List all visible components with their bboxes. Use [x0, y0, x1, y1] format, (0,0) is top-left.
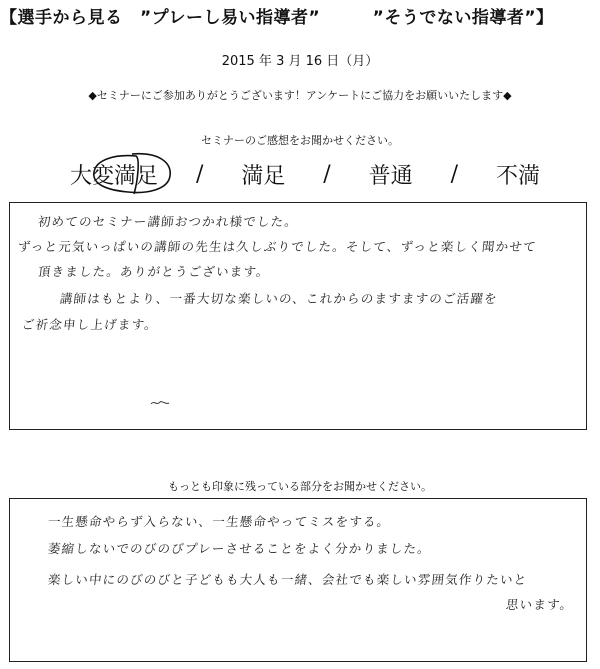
answer2-line: 萎縮しないでのびのびプレーさせることをよく分かりました。: [47, 541, 432, 556]
answer1-line: 頂きました。ありがとうございます。: [37, 264, 271, 279]
thanks-message: ◆セミナーにご参加ありがとうございます！アンケートにご協力をお願いいたします◆: [88, 89, 512, 102]
rating-normal[interactable]: 普通: [368, 164, 413, 189]
answer2-line: 一生懸命やらず入らない、一生懸命やってミスをする。: [47, 514, 392, 529]
rating-separator: /: [195, 162, 204, 187]
stray-mark: [150, 398, 170, 408]
rating-very-satisfied[interactable]: 大変満足: [70, 164, 159, 189]
answer2-line: 思います。: [505, 597, 575, 612]
survey-date: 2015 年 3 月 16 日（月）: [221, 54, 379, 69]
survey-title: 【選手から見る ”プレーし易い指導者” ”そうでない指導者”】: [0, 8, 554, 28]
rating-separator: /: [323, 162, 331, 187]
rating-dissatisfied[interactable]: 不満: [495, 164, 540, 189]
question-impressions: セミナーのご感想をお聞かせください。: [201, 134, 399, 147]
answer1-line: 講師はもとより、一番大切な楽しいの、これからのますますのご活躍を: [59, 291, 499, 306]
rating-satisfied[interactable]: 満足: [241, 164, 286, 189]
answer2-line: 楽しい中にのびのびと子どもも大人も一緒、会社でも楽しい雰囲気作りたいと: [47, 572, 529, 587]
selection-circle-mark: [88, 150, 174, 196]
question-memorable-part: もっとも印象に残っている部分をお聞かせください。: [168, 480, 432, 493]
answer1-line: ずっと元気いっぱいの講師の先生は久しぶりでした。そして、ずっと楽しく聞かせて: [17, 239, 538, 254]
answer1-line: ご祈念申し上げます。: [21, 317, 159, 332]
answer1-line: 初めてのセミナー講師おつかれ様でした。: [37, 214, 299, 229]
rating-separator: /: [450, 162, 458, 187]
